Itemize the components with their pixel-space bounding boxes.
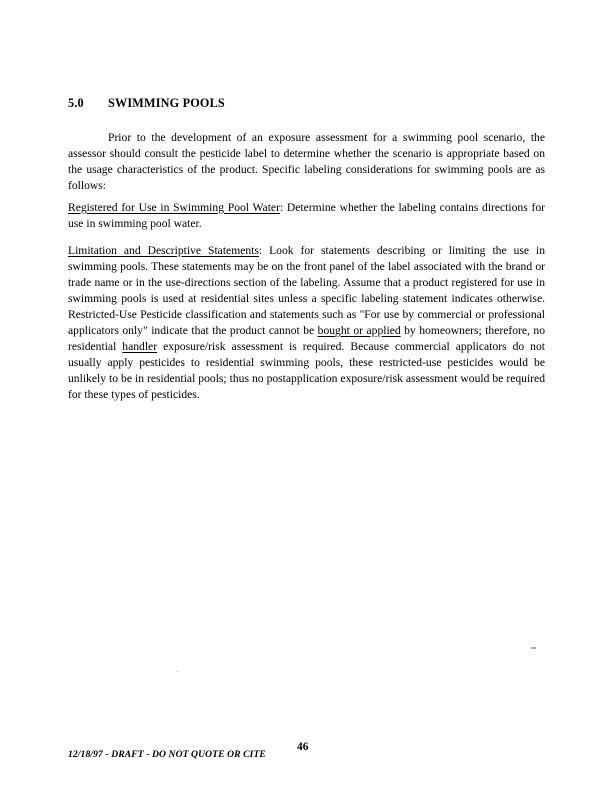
lead-in-registered-for-use: Registered for Use in Swimming Pool Water bbox=[68, 200, 280, 214]
section-heading bbox=[68, 96, 545, 111]
section-title: SWIMMING POOLS bbox=[108, 96, 225, 111]
paragraph-registered-body: : Determine whether the labeling contains directions for use in swimming pool water. bbox=[68, 200, 545, 230]
lead-in-limitation-statements: Limitation and Descriptive Statements bbox=[68, 243, 259, 257]
underlined-phrase-bought-or-applied: bought or applied bbox=[317, 323, 401, 337]
paragraph-limitation-body-part3: exposure/risk assessment is required. Because commercial applicators do not usually apply pesticides to residential swimming pools, these restricted-use pesticides would be unlikely to be in residential pools; thus no postapplication exposure/risk assessment would be required for these types of pesticides. bbox=[68, 339, 545, 402]
footer-draft-notice: 12/18/97 - DRAFT - DO NOT QUOTE OR CITE bbox=[68, 749, 266, 760]
paragraph-intro: Prior to the development of an exposure assessment for a swimming pool scenario, the assessor should consult the pesticide label to determine whether the scenario is appropriate based on the usage characteristics of the product. Specific labeling considerations for swimming pools are as follows: bbox=[68, 130, 545, 192]
paragraph-limitation-and-descriptive bbox=[68, 243, 545, 403]
paragraph-registered-for-use bbox=[68, 200, 545, 232]
scan-artifact-speck-left bbox=[176, 671, 179, 672]
paragraph-limitation-body-part2: by homeowners; therefore, no residential bbox=[68, 323, 545, 353]
underlined-phrase-handler: handler bbox=[122, 339, 158, 353]
scan-artifact-speck-right bbox=[531, 647, 536, 649]
page-number: 46 bbox=[297, 741, 309, 753]
section-number: 5.0 bbox=[68, 96, 84, 111]
paragraph-limitation-body-part1: : Look for statements describing or limiting the use in swimming pools. These statements may be on the front panel of the label associated with the brand or trade name or in the use-directions section of the labeling. Assume that a product registered for use in swimming pools is used at residential sites unless a specific labeling statement indicates otherwise. Restricted-Use Pesticide classification and statements such as "For use by commercial or professional applicators only" indicate that the product cannot be bbox=[68, 243, 545, 337]
